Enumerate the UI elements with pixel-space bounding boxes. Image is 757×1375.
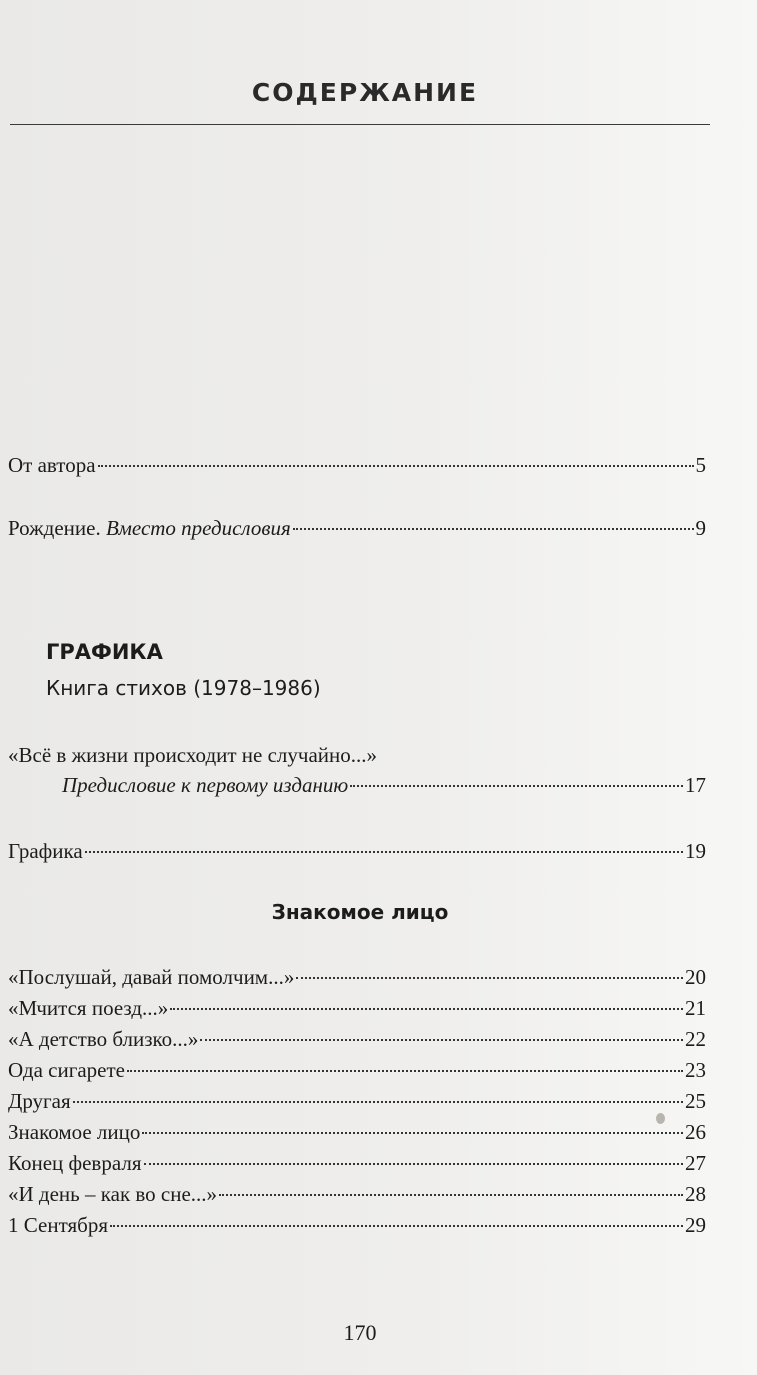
toc-entry bbox=[8, 513, 706, 543]
toc-entry-title: Знакомое лицо bbox=[8, 1120, 141, 1144]
toc-entry bbox=[8, 1210, 706, 1240]
paper-speck bbox=[656, 1113, 665, 1124]
toc-entry-title: От автора bbox=[8, 453, 96, 477]
dot-leader bbox=[85, 851, 683, 853]
toc-entry-page: 17 bbox=[685, 773, 706, 797]
dot-leader bbox=[219, 1194, 683, 1196]
dot-leader bbox=[170, 1008, 683, 1010]
toc-entry-page: 22 bbox=[685, 1027, 706, 1051]
toc-entry-page: 26 bbox=[685, 1120, 706, 1144]
toc-entry-title: «Послушай, давай помолчим...» bbox=[8, 965, 295, 989]
dot-leader bbox=[144, 1163, 684, 1165]
section-subtitle: Книга стихов (1978–1986) bbox=[46, 676, 321, 700]
dot-leader bbox=[110, 1225, 683, 1227]
toc-entry-page: 25 bbox=[685, 1089, 706, 1113]
toc-entry-page: 21 bbox=[685, 996, 706, 1020]
toc-entry bbox=[8, 450, 706, 480]
toc-entry-page: 23 bbox=[685, 1058, 706, 1082]
toc-entry-title: Конец февраля bbox=[8, 1151, 142, 1175]
toc-entry-title: Рождение. bbox=[8, 516, 101, 540]
dot-leader bbox=[142, 1132, 683, 1134]
dot-leader bbox=[98, 465, 694, 467]
dot-leader bbox=[350, 785, 683, 787]
toc-entry-page: 5 bbox=[695, 453, 706, 477]
toc-entry bbox=[8, 1117, 706, 1147]
toc-entry-title: 1 Сентября bbox=[8, 1213, 108, 1237]
dot-leader bbox=[127, 1070, 683, 1072]
dot-leader bbox=[293, 528, 694, 530]
toc-entry-title: «И день – как во сне...» bbox=[8, 1182, 218, 1206]
toc-entry bbox=[8, 993, 706, 1023]
toc-entry bbox=[8, 1148, 706, 1178]
toc-entry-page: 20 bbox=[685, 965, 706, 989]
dot-leader bbox=[296, 977, 683, 979]
toc-entry bbox=[8, 1179, 706, 1209]
toc-entry-title: «А детство близко...» bbox=[8, 1027, 199, 1051]
toc-entry-page: 28 bbox=[685, 1182, 706, 1206]
toc-entry-page: 27 bbox=[685, 1151, 706, 1175]
preface-title-line: «Всё в жизни происходит не случайно...» bbox=[8, 743, 378, 767]
section-title: ГРАФИКА bbox=[46, 640, 163, 664]
toc-entry-title: Графика bbox=[8, 839, 83, 863]
dot-leader bbox=[73, 1101, 683, 1103]
toc-entry bbox=[8, 836, 706, 866]
toc-entry-page: 19 bbox=[685, 839, 706, 863]
toc-entry bbox=[8, 1086, 706, 1116]
toc-entry-title-italic: Вместо предисловия bbox=[105, 516, 291, 540]
toc-entry-title: Другая bbox=[8, 1089, 71, 1113]
header-rule bbox=[10, 124, 710, 125]
dot-leader bbox=[200, 1039, 683, 1041]
toc-entry-page: 29 bbox=[685, 1213, 706, 1237]
toc-entry bbox=[8, 962, 706, 992]
page-number: 170 bbox=[343, 1320, 377, 1345]
subsection-title: Знакомое лицо bbox=[271, 900, 449, 924]
toc-entry bbox=[8, 1055, 706, 1085]
toc-entry-title: «Мчится поезд...» bbox=[8, 996, 169, 1020]
toc-entry bbox=[8, 1024, 706, 1054]
page-title: СОДЕРЖАНИЕ bbox=[251, 78, 479, 107]
toc-entry-title: Ода сигарете bbox=[8, 1058, 125, 1082]
toc-entry bbox=[62, 770, 706, 800]
toc-entry-page: 9 bbox=[695, 516, 706, 540]
toc-entry-title-italic: Предисловие к первому изданию bbox=[62, 773, 349, 797]
